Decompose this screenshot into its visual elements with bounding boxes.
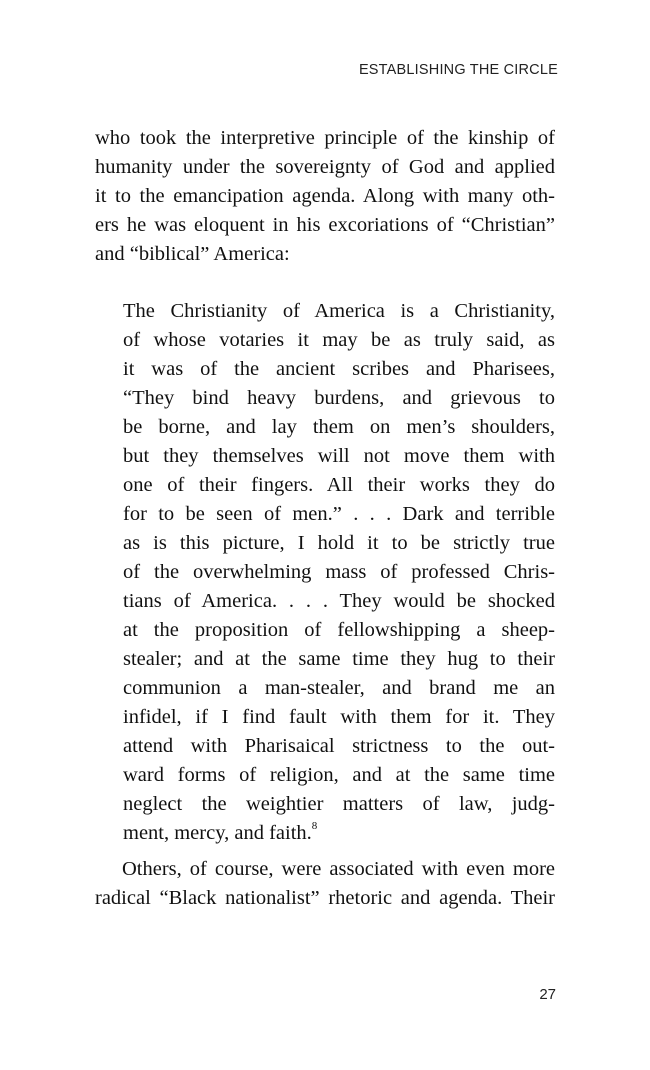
text-line: humanity under the sovereignty of God and applied bbox=[95, 156, 555, 178]
block-quote bbox=[123, 297, 555, 848]
page-number: 27 bbox=[539, 986, 556, 1003]
quote-line: but they themselves will not move them with bbox=[123, 445, 555, 467]
quote-line: tians of America. . . . They would be shocked bbox=[123, 590, 555, 612]
quote-line: of whose votaries it may be as truly said, as bbox=[123, 329, 555, 351]
quote-line: stealer; and at the same time they hug to their bbox=[123, 648, 555, 670]
text-line: radical “Black nationalist” rhetoric and agenda. Their bbox=[95, 887, 555, 909]
quote-line: “They bind heavy burdens, and grievous to bbox=[123, 387, 555, 409]
quote-line: infidel, if I find fault with them for it. They bbox=[123, 706, 555, 728]
quote-line: one of their fingers. All their works they do bbox=[123, 474, 555, 496]
footnote-marker: 8 bbox=[311, 820, 318, 833]
quote-line: of the overwhelming mass of professed Chris- bbox=[123, 561, 555, 583]
quote-line: ward forms of religion, and at the same time bbox=[123, 764, 555, 786]
quote-line: at the proposition of fellowshipping a sheep- bbox=[123, 619, 555, 641]
text-line: it to the emancipation agenda. Along with many oth- bbox=[95, 185, 555, 207]
body-paragraph bbox=[95, 124, 555, 269]
body-paragraph bbox=[95, 855, 555, 913]
quote-line: neglect the weightier matters of law, judg- bbox=[123, 793, 555, 815]
text-line: who took the interpretive principle of the kinship of bbox=[95, 127, 555, 149]
quote-line: be borne, and lay them on men’s shoulders, bbox=[123, 416, 555, 438]
text-line: and “biblical” America: bbox=[95, 243, 290, 265]
text-line: Others, of course, were associated with even more bbox=[122, 858, 555, 880]
running-head: ESTABLISHING THE CIRCLE bbox=[358, 62, 558, 78]
quote-line: as is this picture, I hold it to be strictly true bbox=[123, 532, 555, 554]
quote-line: for to be seen of men.” . . . Dark and terrible bbox=[123, 503, 555, 525]
quote-line: The Christianity of America is a Christianity, bbox=[123, 300, 555, 322]
quote-line-text: ment, mercy, and faith. bbox=[123, 822, 312, 844]
quote-line: communion a man-stealer, and brand me an bbox=[123, 677, 555, 699]
quote-line: attend with Pharisaical strictness to the out- bbox=[123, 735, 555, 757]
quote-line-last bbox=[123, 819, 555, 848]
text-line: ers he was eloquent in his excoriations of “Christian” bbox=[95, 214, 555, 236]
quote-line: it was of the ancient scribes and Pharisees, bbox=[123, 358, 555, 380]
